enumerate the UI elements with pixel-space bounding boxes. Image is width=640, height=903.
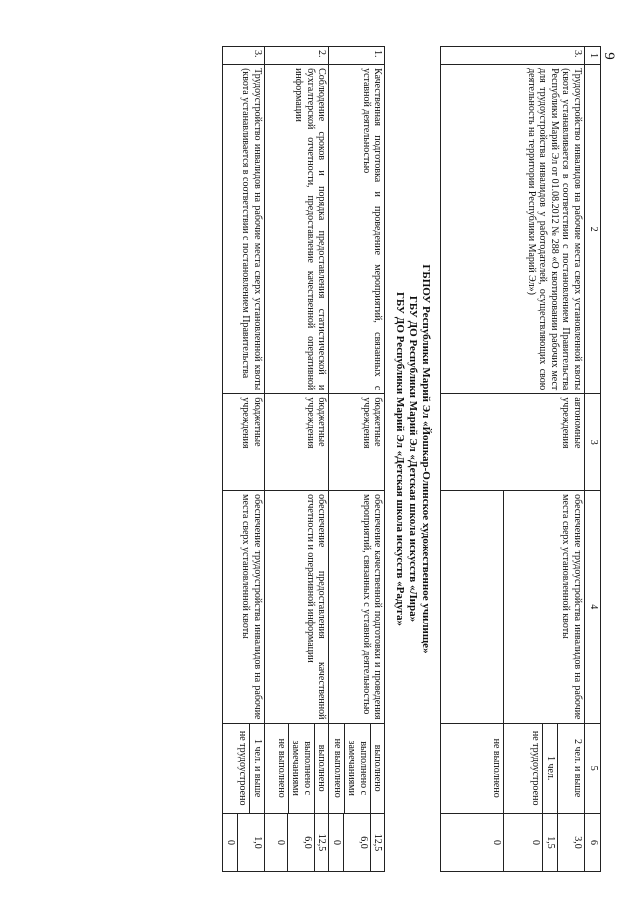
criteria-table xyxy=(223,46,602,872)
criterion: обеспечение трудоустройства инвалидов на рабочие места сверх установленной квоты xyxy=(223,491,265,723)
table-row xyxy=(223,47,265,872)
header-cell: 6 xyxy=(585,813,601,871)
criterion: обеспечение предоставления качественной отчетности и оперативной информации xyxy=(265,491,330,723)
indicator-name: Трудоустройство инвалидов на рабочие места сверх установленной квоты (квота устанавливается в соответствии с постановлением Правительства Республики Марий Эл от 01.08.2012 № 288 «О квотировании рабочих мест для трудоустройства инвалидов у работодателей, осуществляющих свою деятельность на территории Республики Марий Эл») xyxy=(441,65,585,394)
header-cell: 1 xyxy=(585,47,601,65)
score-value: 12,5 xyxy=(371,814,385,871)
score-value: 0 xyxy=(331,839,342,845)
header-cell: 3 xyxy=(585,394,601,491)
indicator-name: Качественная подготовка и проведение мероприятий, связанных с уставной деятельностью xyxy=(329,65,385,394)
result-value: не трудоустроено xyxy=(237,730,249,806)
table-row xyxy=(329,47,385,872)
score-value: 6,0 xyxy=(288,814,315,871)
score-value: 0 xyxy=(225,839,236,845)
result-value: выполнено xyxy=(315,724,329,813)
score-cell xyxy=(504,813,585,871)
row-number: 3. xyxy=(441,47,585,65)
result-value: не выполнено xyxy=(441,723,504,813)
row-number: 1. xyxy=(329,47,385,65)
header-cell: 4 xyxy=(585,491,601,723)
result-value: 1 чел. xyxy=(543,724,558,813)
criterion-empty xyxy=(441,491,504,723)
result-cell xyxy=(223,723,265,813)
result-value: выполнено с замечаниями xyxy=(345,724,371,813)
section-title: ГБУ ДО Республики Марий Эл «Детская школа искусств «Радуга» xyxy=(394,292,407,626)
result-value: выполнено с замечаниями xyxy=(289,724,315,813)
institution-type: бюджетные учреждения xyxy=(329,394,385,491)
result-value: не трудоустроено xyxy=(530,730,542,806)
score-value: 12,5 xyxy=(315,814,329,871)
section-title: ГБУ ДО Республики Марий Эл «Детская школа искусств «Лира» xyxy=(407,295,420,623)
rotated-content xyxy=(107,46,601,872)
score-value: 1,0 xyxy=(238,814,265,871)
indicator-name: Трудоустройство инвалидов на рабочие места сверх установленной квоты (квота устанавливается в соответствии с постановлением Правительства xyxy=(223,65,265,394)
indicator-name: Соблюдение сроков и порядка предоставления статистической и бухгалтерской отчетности, предоставление качественной оперативной информации xyxy=(265,65,330,394)
table-row xyxy=(265,47,330,872)
score-value: 0 xyxy=(275,839,286,845)
section-title-cell xyxy=(385,47,441,872)
score-cell xyxy=(223,813,265,871)
section-title: ГБПОУ Республики Марий Эл «Йошкар-Олинское художественное училище» xyxy=(420,264,433,654)
row-number: 3. xyxy=(223,47,265,65)
score-value: 0 xyxy=(441,813,504,871)
score-cell xyxy=(329,813,385,871)
institution-type: бюджетные учреждения xyxy=(265,394,330,491)
institution-type: бюджетные учреждения xyxy=(223,394,265,491)
table-row xyxy=(504,47,585,872)
header-cell: 5 xyxy=(585,723,601,813)
result-cell xyxy=(329,723,385,813)
result-value: выполнено xyxy=(371,724,385,813)
header-row xyxy=(585,47,601,872)
result-value: не выполнено xyxy=(332,738,343,798)
result-value: 1 чел. и выше xyxy=(250,724,264,813)
institution-type: автономные учреждения xyxy=(441,394,585,491)
criterion: обеспечение качественной подготовки и проведения мероприятий, связанных с уставной деятельностью xyxy=(329,491,385,723)
result-value: не выполнено xyxy=(276,738,287,798)
result-cell xyxy=(265,723,330,813)
result-value: 2 чел. и выше xyxy=(558,724,585,813)
row-number: 2. xyxy=(265,47,330,65)
score-value: 6,0 xyxy=(344,814,371,871)
rotated-page xyxy=(107,46,601,872)
score-value: 1,5 xyxy=(543,814,558,871)
header-cell: 2 xyxy=(585,65,601,394)
result-cell xyxy=(504,723,585,813)
criterion: обеспечение трудоустройства инвалидов на рабочие места сверх установленной квоты xyxy=(504,491,585,723)
score-value: 0 xyxy=(530,839,542,845)
section-titles xyxy=(385,47,441,872)
score-value: 3,0 xyxy=(558,814,585,871)
page-number: 9 xyxy=(601,52,617,60)
score-cell xyxy=(265,813,330,871)
